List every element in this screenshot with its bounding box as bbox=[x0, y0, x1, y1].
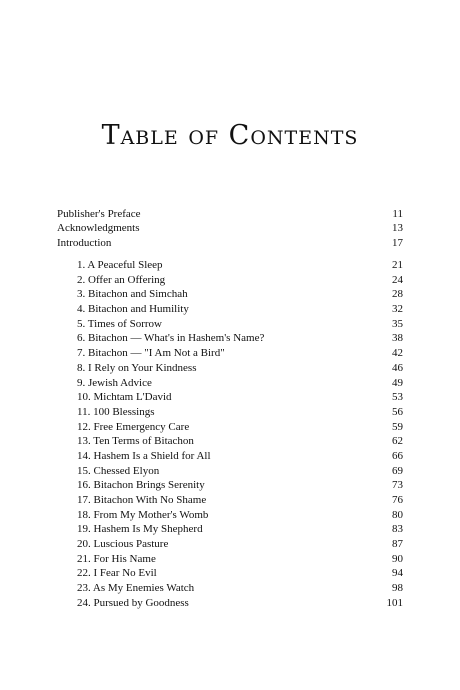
toc-entry-title: 5. Times of Sorrow bbox=[77, 317, 162, 330]
toc-entry bbox=[57, 236, 403, 250]
toc-entry-page-number: 80 bbox=[392, 508, 403, 521]
toc-entry-title: 15. Chessed Elyon bbox=[77, 464, 160, 477]
toc-entry bbox=[57, 302, 403, 317]
toc-entry-title: 13. Ten Terms of Bitachon bbox=[77, 435, 194, 448]
toc-entry bbox=[57, 405, 403, 420]
toc-entry bbox=[57, 464, 403, 479]
toc-entry-page-number: 32 bbox=[392, 303, 403, 316]
toc-entry-title: 16. Bitachon Brings Serenity bbox=[77, 479, 205, 492]
toc-entry bbox=[57, 273, 403, 288]
toc-entry-page-number: 59 bbox=[392, 420, 403, 433]
toc-entry-title: 7. Bitachon — "I Am Not a Bird" bbox=[77, 347, 225, 360]
toc-entry-title: 18. From My Mother's Womb bbox=[77, 508, 209, 521]
toc-entry-title: 11. 100 Blessings bbox=[77, 405, 155, 418]
toc-entry bbox=[57, 376, 403, 391]
toc-entry bbox=[57, 566, 403, 581]
toc-entry bbox=[57, 221, 403, 235]
toc-entry-title: 14. Hashem Is a Shield for All bbox=[77, 449, 211, 462]
toc-entry-title: 24. Pursued by Goodness bbox=[77, 596, 189, 609]
toc-entry-title: 6. Bitachon — What's in Hashem's Name? bbox=[77, 332, 265, 345]
toc-entry-title: 4. Bitachon and Humility bbox=[77, 303, 189, 316]
toc-entry bbox=[57, 287, 403, 302]
toc-entry-title: Introduction bbox=[57, 236, 112, 249]
toc-entry bbox=[57, 346, 403, 361]
toc-entry-title: 8. I Rely on Your Kindness bbox=[77, 361, 197, 374]
toc-entry bbox=[57, 537, 403, 552]
toc-entry-page-number: 87 bbox=[392, 538, 403, 551]
toc-entry-page-number: 17 bbox=[392, 236, 403, 249]
toc-entry-title: 12. Free Emergency Care bbox=[77, 420, 190, 433]
page-title: Table of Contents bbox=[101, 120, 359, 151]
toc-entry bbox=[57, 420, 403, 435]
toc-entry bbox=[57, 258, 403, 273]
toc-entry-title: 17. Bitachon With No Shame bbox=[77, 494, 207, 506]
toc-entry-page-number: 101 bbox=[386, 596, 403, 609]
front-matter-list bbox=[57, 207, 403, 250]
toc-entry-page-number: 62 bbox=[392, 435, 403, 448]
toc-entry-page-number: 24 bbox=[392, 273, 403, 286]
toc-entry-title: 21. For His Name bbox=[77, 552, 156, 565]
toc-entry bbox=[57, 493, 403, 508]
toc-entry-page-number: 56 bbox=[392, 405, 403, 418]
toc-entry-page-number: 42 bbox=[392, 347, 403, 360]
toc-entry bbox=[57, 596, 403, 611]
toc-entry bbox=[57, 552, 403, 567]
toc-entry bbox=[57, 361, 403, 376]
toc-entry bbox=[57, 207, 403, 221]
toc-entry bbox=[57, 449, 403, 464]
toc-entry-title: 2. Offer an Offering bbox=[77, 273, 166, 286]
chapter-list bbox=[57, 258, 403, 611]
toc-entry-title: 19. Hashem Is My Shepherd bbox=[77, 523, 203, 536]
toc-entry-title: 23. As My Enemies Watch bbox=[77, 582, 195, 595]
toc-entry-page-number: 53 bbox=[392, 391, 403, 404]
toc-entry-title: 3. Bitachon and Simchah bbox=[77, 288, 188, 301]
toc-entry bbox=[57, 478, 403, 493]
toc-entry-title: 1. A Peaceful Sleep bbox=[77, 259, 163, 271]
toc-entry-page-number: 49 bbox=[392, 376, 403, 389]
toc-entry-page-number: 28 bbox=[392, 288, 403, 301]
toc-entry-page-number: 73 bbox=[392, 479, 403, 492]
toc-entry-page-number: 11 bbox=[392, 208, 403, 220]
toc-entry bbox=[57, 434, 403, 449]
toc-entry bbox=[57, 581, 403, 596]
toc-entry-page-number: 35 bbox=[392, 317, 403, 330]
toc-entry-page-number: 46 bbox=[392, 361, 403, 374]
toc-entry-page-number: 90 bbox=[392, 552, 403, 565]
toc-entry-title: 20. Luscious Pasture bbox=[77, 538, 169, 551]
toc-entry-page-number: 66 bbox=[392, 449, 403, 462]
toc-entry-page-number: 21 bbox=[392, 259, 403, 271]
toc-entry-title: Publisher's Preface bbox=[57, 208, 141, 220]
toc-entry-page-number: 13 bbox=[392, 222, 403, 235]
toc-entry-page-number: 83 bbox=[392, 523, 403, 536]
toc-entry bbox=[57, 508, 403, 523]
toc-entry-page-number: 38 bbox=[392, 332, 403, 345]
toc-entry-title: 22. I Fear No Evil bbox=[77, 567, 157, 580]
toc-entry bbox=[57, 390, 403, 405]
toc-entry-page-number: 76 bbox=[392, 494, 403, 506]
toc-entry bbox=[57, 317, 403, 332]
toc-entry-title: 10. Michtam L'David bbox=[77, 391, 172, 404]
toc-entry-page-number: 69 bbox=[392, 464, 403, 477]
toc-entry-title: Acknowledgments bbox=[57, 222, 140, 235]
toc-entry-title: 9. Jewish Advice bbox=[77, 376, 152, 389]
toc-entry bbox=[57, 522, 403, 537]
toc-entry-page-number: 94 bbox=[392, 567, 403, 580]
toc-entry-page-number: 98 bbox=[392, 582, 403, 595]
toc-entry bbox=[57, 331, 403, 346]
